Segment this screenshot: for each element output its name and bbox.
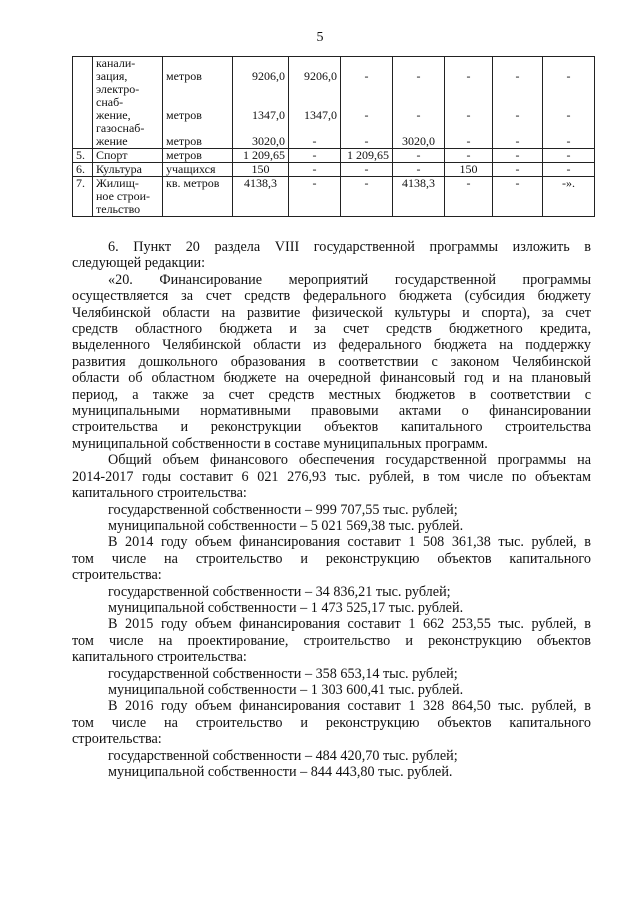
document-body	[72, 239, 591, 780]
utilities-col9-cell: - - -	[543, 57, 595, 149]
paragraph-line: капитального строительства:	[72, 649, 247, 666]
paragraph-line: том числе на строительство и реконструкцию объектов капитального	[72, 550, 591, 567]
table-row-utilities	[73, 57, 595, 149]
housing-name-cell: Жилищ- ное строи- тельство	[93, 177, 163, 217]
utilities-name-cell: канали- зация, электро- снаб- жение, газоснаб- жение	[93, 57, 163, 149]
paragraph-line: муниципальными нормативными правовыми актами о финансировании	[72, 403, 591, 420]
paragraph-line: муниципальной собственности в составе муниципальных программ.	[72, 435, 488, 452]
paragraph-line: области об областном бюджете на очередной финансовый год и на плановый	[72, 370, 591, 387]
paragraph-line: строительства:	[72, 567, 162, 584]
table-row-sport: 5. Спорт метров 1 209,65 - 1 209,65 - - - -	[73, 149, 595, 163]
paragraph-line: государственной собственности – 34 836,21 тыс. рублей;	[108, 583, 451, 600]
paragraph-line: В 2016 году объем финансирования составит 1 328 864,50 тыс. рублей, в	[108, 698, 591, 715]
paragraph-line: В 2015 году объем финансирования составит 1 662 253,55 тыс. рублей, в	[108, 616, 591, 633]
utilities-col8-cell: - - -	[493, 57, 543, 149]
paragraph-line: 6. Пункт 20 раздела VIII государственной программы изложить в	[108, 239, 591, 255]
paragraph-line: Челябинской области на развитие физической культуры и спорта), за счет	[72, 304, 591, 321]
paragraph-line: государственной собственности – 999 707,55 тыс. рублей;	[108, 501, 458, 518]
paragraph-line: том числе на строительство и реконструкцию объектов капитального	[72, 714, 591, 731]
paragraph-line: государственной собственности – 358 653,14 тыс. рублей;	[108, 665, 458, 682]
paragraph-line: государственной собственности – 484 420,70 тыс. рублей;	[108, 747, 458, 764]
paragraph-line: следующей редакции:	[72, 255, 206, 272]
paragraph-line: том числе на проектирование, строительство и реконструкцию объектов	[72, 632, 591, 649]
paragraph-line: Общий объем финансового обеспечения государственной программы на	[108, 452, 591, 469]
paragraph-line: муниципальной собственности – 1 303 600,41 тыс. рублей.	[108, 681, 464, 698]
paragraph-line: развития дошкольного образования в соответствии с законом Челябинской	[72, 353, 591, 370]
paragraph-line: «20. Финансирование мероприятий государственной программы	[108, 271, 591, 288]
paragraph-line: капитального строительства:	[72, 485, 247, 502]
paragraph-line: муниципальной собственности – 1 473 525,17 тыс. рублей.	[108, 599, 464, 616]
paragraph-line: строительства и реконструкции объектов капитального строительства	[72, 419, 591, 436]
page-number: 5	[316, 30, 324, 45]
paragraph-line: строительства:	[72, 731, 162, 748]
utilities-unit-cell: метров метров метров	[163, 57, 233, 149]
paragraph-line: В 2014 году объем финансирования составит 1 508 361,38 тыс. рублей, в	[108, 534, 591, 551]
utilities-col5-cell: - - -	[341, 57, 393, 149]
utilities-col7-cell: - - -	[445, 57, 493, 149]
paragraph-line: 2014-2017 годы составит 6 021 276,93 тыс. рублей, в том числе по объектам	[72, 468, 591, 485]
table-row-culture: 6. Культура учащихся 150 - - - 150 - -	[73, 163, 595, 177]
paragraph-line: средств областного бюджета и за счет средств бюджетного кредита,	[72, 321, 591, 338]
paragraph-line: период, а также за счет средств местных бюджетов в соответствии с	[72, 386, 591, 403]
paragraph-line: муниципальной собственности – 5 021 569,38 тыс. рублей.	[108, 517, 464, 534]
utilities-total-cell: 9206,0 1347,0 3020,0	[233, 57, 289, 149]
paragraph-line: муниципальной собственности – 844 443,80 тыс. рублей.	[108, 764, 453, 780]
utilities-col6-cell: - - 3020,0	[393, 57, 445, 149]
objects-table	[72, 56, 595, 217]
paragraph-line: выделенного Челябинской области из федерального бюджета на поддержку	[72, 337, 591, 354]
table-row-housing: 7. Жилищ- ное строи- тельство кв. метров 4138,3 - - 4138,3 - - -».	[73, 177, 595, 217]
utilities-col4-cell: 9206,0 1347,0 -	[289, 57, 341, 149]
paragraph-line: осуществляется за счет средств федерального бюджета (субсидия бюджету	[72, 288, 591, 305]
